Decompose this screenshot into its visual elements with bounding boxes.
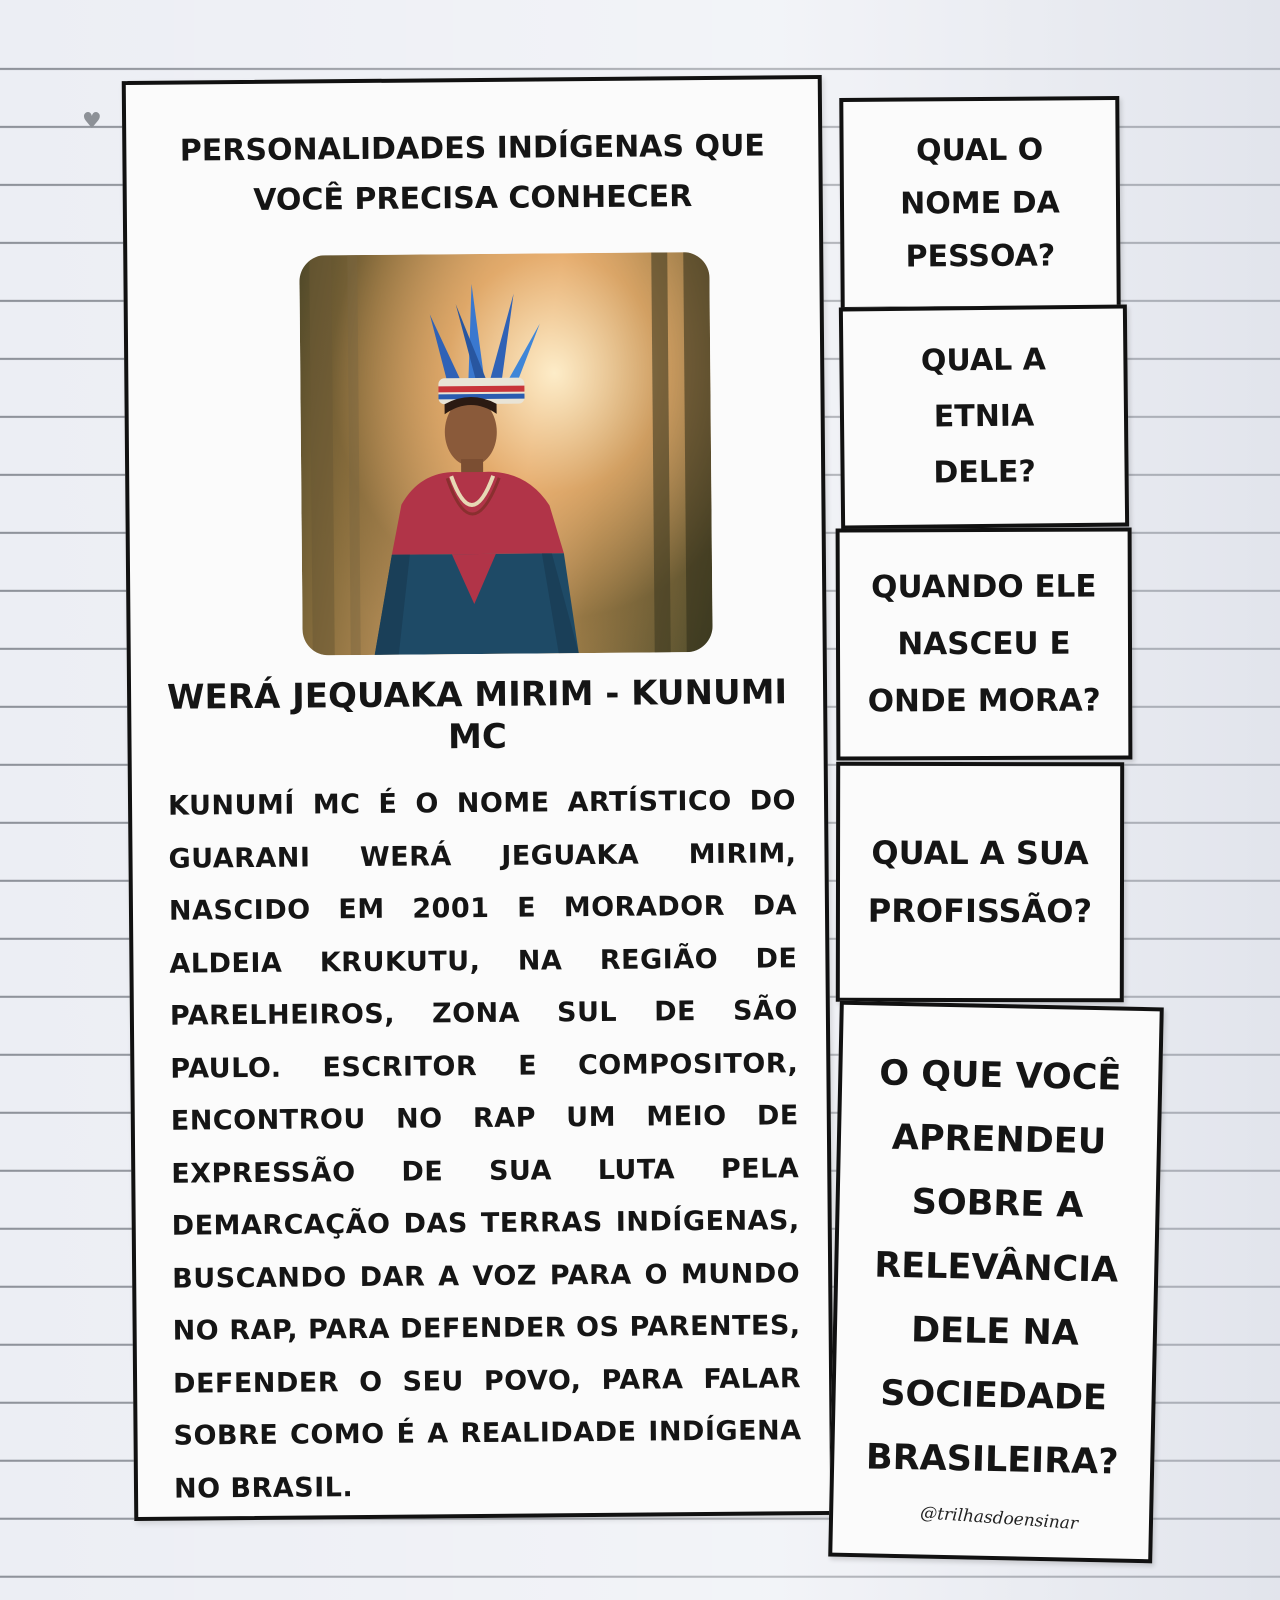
sheet-title: PERSONALIDADES INDÍGENAS QUE VOCÊ PRECISA CONHECER — [179, 128, 765, 218]
personality-sheet — [122, 75, 835, 1521]
biography-text: KUNUMÍ MC É O NOME ARTÍSTICO DO GUARANI WERÁ JEGUAKA MIRIM, NASCIDO EM 2001 E MORADOR DA ALDEIA KRUKUTU, NA REGIÃO DE PARELHEIROS, ZONA SUL DE SÃO PAULO. ESCRITOR E COMPOSITOR, ENCONTROU NO RAP UM MEIO DE EXPRESSÃO DE SUA LUTA PELA DEMARCAÇÃO DAS TERRAS INDÍGENAS, BUSCANDO DAR A VOZ PARA O MUNDO NO RAP, PARA DEFENDER OS PARENTES, DEFENDER O SEU POVO, PARA FALAR SOBRE COMO É A REALIDADE INDÍGENA NO BRASIL. — [167, 785, 802, 1505]
question-flap-ethnicity[interactable] — [839, 304, 1129, 529]
flap-question-1: QUAL O NOME DA PESSOA? — [900, 132, 1060, 275]
question-flap-profession[interactable] — [836, 762, 1124, 1003]
heart-icon: ♥ — [82, 109, 102, 134]
question-flap-birth-residence[interactable] — [836, 527, 1133, 760]
question-flap-relevance[interactable] — [828, 1001, 1164, 1564]
flap-question-4: QUAL A SUA PROFISSÃO? — [867, 833, 1093, 931]
credit-handle: @trilhasdoensinar — [919, 1503, 1079, 1535]
flap-question-3: QUANDO ELE NASCEU E ONDE MORA? — [867, 568, 1101, 719]
person-photo — [299, 252, 712, 656]
flap-question-5: O QUE VOCÊ APRENDEU SOBRE A RELEVÂNCIA DELE NA SOCIEDADE BRASILEIRA? — [865, 1053, 1122, 1483]
question-flap-name[interactable] — [839, 96, 1120, 311]
person-name: WERÁ JEQUAKA MIRIM - KUNUMI MC — [166, 672, 788, 758]
person-illustration — [299, 252, 712, 656]
flap-question-2: QUAL A ETNIA DELE? — [920, 342, 1047, 491]
